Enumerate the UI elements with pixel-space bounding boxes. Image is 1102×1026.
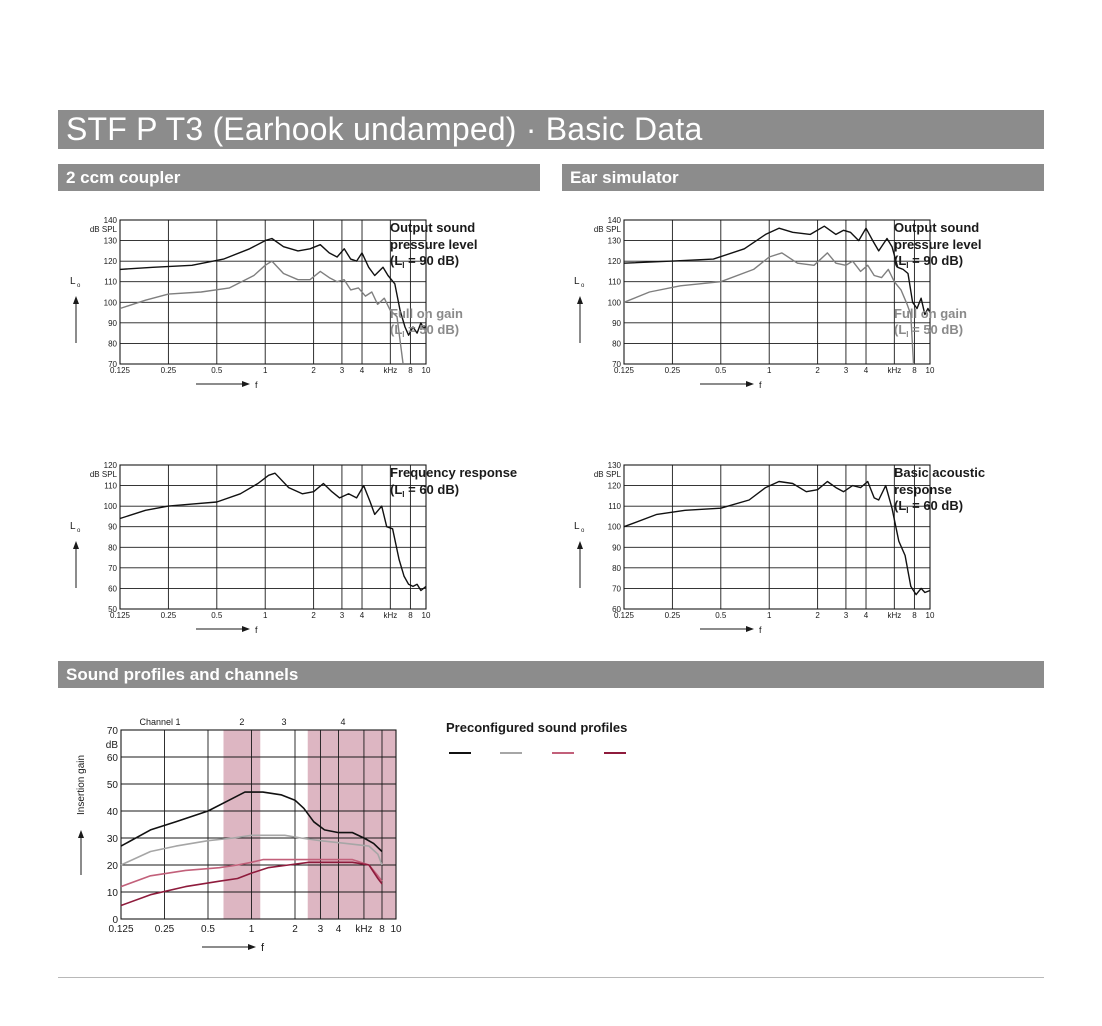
legend-gain-cond-right (894, 322, 981, 341)
legend-output-line1-right: Output sound (894, 220, 980, 235)
legend-gain-cond-text: (L (390, 322, 403, 337)
x-axis-label: f (759, 380, 762, 390)
legend-earsim-basic (894, 465, 985, 517)
x-tick-label: 10 (390, 924, 402, 935)
y-tick-label: 130 (607, 236, 621, 246)
x-tick-label: 2 (311, 611, 316, 620)
x-tick-label: kHz (887, 611, 902, 620)
section-header-profiles (58, 661, 1044, 688)
legend-output-cond (390, 253, 477, 272)
y-axis-symbol: L (70, 521, 76, 532)
legend-output-line2: pressure level (390, 236, 478, 252)
x-tick-label: 10 (925, 366, 935, 375)
y-unit-label: dB SPL (593, 225, 621, 234)
legend-basic-cond-end: = 60 dB) (908, 498, 964, 513)
y-unit-label: dB (105, 740, 118, 751)
y-axis-title: Insertion gain (76, 754, 87, 815)
y-tick-label: 80 (108, 339, 117, 349)
x-tick-label: 4 (359, 366, 365, 375)
x-axis-arrowhead (248, 944, 256, 950)
y-tick-label: 130 (103, 236, 117, 246)
legend-basic-cond-sub: I (906, 506, 909, 515)
y-tick-label: 50 (108, 605, 117, 614)
x-tick-label: 0.125 (108, 924, 134, 935)
legend-basic-line1: Basic acoustic (894, 465, 986, 480)
y-tick-label: 70 (108, 563, 117, 573)
x-tick-label: 3 (843, 366, 849, 375)
series-line-1 (624, 482, 930, 595)
channel-label-1: Channel 1 (139, 717, 181, 727)
y-tick-label: 20 (106, 861, 118, 872)
x-tick-label: 0.5 (211, 366, 223, 375)
x-tick-label: 10 (421, 366, 431, 375)
x-tick-label: 4 (359, 611, 365, 620)
x-tick-label: 0.5 (715, 611, 727, 620)
y-tick-label: 110 (104, 481, 117, 491)
x-tick-label: kHz (355, 924, 373, 935)
y-tick-label: 70 (108, 360, 117, 369)
y-axis-symbol: L (574, 276, 580, 287)
legend-output-line2-right: pressure level (894, 236, 982, 252)
x-tick-label: 3 (317, 924, 324, 935)
y-tick-label: 0 (112, 915, 118, 926)
y-tick-label: 130 (607, 461, 621, 470)
y-tick-label: 140 (103, 216, 117, 225)
y-tick-label: 90 (612, 318, 621, 328)
legend-freq-cond-end: = 60 dB) (404, 481, 460, 497)
x-tick-label: 0.25 (664, 611, 681, 620)
x-axis-label: f (255, 625, 258, 635)
legend-output-cond-end: = 90 dB) (404, 253, 460, 268)
x-tick-label: 2 (815, 366, 820, 375)
legend-output-cond-sub-right: I (906, 261, 909, 270)
chart-coupler-frequency (60, 455, 431, 645)
x-tick-label: kHz (887, 366, 902, 375)
legend-output-cond-sub: I (402, 261, 405, 270)
legend-gain-line1-right: Full on gain (894, 305, 967, 321)
series-line-2 (120, 261, 403, 364)
y-tick-label: 30 (106, 834, 118, 845)
x-tick-label: 1 (248, 924, 255, 935)
x-axis-label: f (261, 942, 265, 954)
y-tick-label: 90 (108, 318, 117, 328)
plot-frame (120, 465, 426, 609)
y-axis-arrowhead (78, 830, 84, 838)
legend-coupler-output (390, 220, 477, 341)
x-tick-label: 0.25 (154, 924, 175, 935)
legend-output-line1: Output sound (390, 220, 476, 235)
legend-earsim-output (894, 220, 981, 341)
plot-frame (624, 465, 930, 609)
channel-label-4: 4 (340, 717, 346, 727)
y-axis-arrowhead (577, 541, 583, 549)
x-tick-label: kHz (383, 611, 398, 620)
y-tick-label: 50 (106, 780, 118, 791)
y-tick-label: 80 (612, 339, 621, 349)
x-tick-label: 0.125 (109, 366, 131, 375)
y-tick-label: 70 (612, 360, 621, 369)
channel-band-4 (308, 730, 396, 919)
profiles-legend-swatches (446, 745, 636, 761)
y-axis-arrowhead (577, 296, 583, 304)
x-tick-label: 4 (863, 611, 869, 620)
y-tick-label: 100 (103, 298, 117, 308)
x-tick-label: 3 (339, 611, 345, 620)
y-tick-label: 70 (612, 584, 621, 594)
y-tick-label: 110 (104, 277, 117, 287)
legend-output-cond-text-right: (L (894, 253, 907, 268)
y-axis-symbol-sub: o (77, 528, 81, 534)
section-title-profiles: Sound profiles and channels (66, 665, 299, 684)
series-line-1 (120, 239, 426, 336)
x-tick-label: 8 (912, 611, 917, 620)
x-tick-label: kHz (383, 366, 398, 375)
x-tick-label: 0.5 (211, 611, 223, 620)
legend-gain-cond-end-right: = 50 dB) (908, 322, 964, 337)
x-tick-label: 3 (339, 366, 345, 375)
y-tick-label: 80 (108, 543, 117, 553)
channel-band-2 (223, 730, 260, 919)
x-tick-label: 8 (912, 366, 917, 375)
x-axis-arrowhead (242, 626, 250, 632)
y-tick-label: 100 (607, 298, 621, 308)
legend-gain-cond-sub-right: I (906, 330, 909, 339)
x-axis-label: f (255, 380, 258, 390)
x-tick-label: 1 (262, 611, 268, 620)
legend-basic-cond-text: (L (894, 498, 907, 513)
x-axis-label: f (759, 625, 762, 635)
series-line-1 (120, 473, 426, 590)
document-title: STF P T3 (Earhook undamped) · Basic Data (66, 111, 703, 147)
legend-freq-cond-text: (L (390, 481, 403, 497)
x-tick-label: 0.125 (613, 611, 635, 620)
x-tick-label: 4 (863, 366, 869, 375)
x-tick-label: 0.25 (160, 611, 177, 620)
legend-gain-cond-text-right: (L (894, 322, 907, 337)
legend-gain-line1: Full on gain (390, 305, 463, 321)
y-tick-label: 120 (607, 257, 621, 267)
y-tick-label: 60 (108, 584, 117, 594)
x-axis-arrowhead (746, 626, 754, 632)
legend-output-cond-end-right: = 90 dB) (908, 253, 964, 268)
y-tick-label: 120 (607, 481, 621, 491)
x-axis-arrowhead (242, 381, 250, 387)
y-unit-label: dB SPL (593, 470, 621, 479)
x-axis-arrowhead (746, 381, 754, 387)
legend-basic-cond (894, 498, 985, 517)
profiles-legend-heading: Preconfigured sound profiles (446, 720, 628, 735)
y-axis-symbol-sub: o (581, 283, 585, 289)
legend-basic-line2: response (894, 481, 952, 497)
x-tick-label: 0.5 (201, 924, 215, 935)
y-tick-label: 60 (612, 605, 621, 614)
x-tick-label: 0.5 (715, 366, 727, 375)
section-header-ear-simulator (562, 164, 1044, 191)
section-header-coupler (58, 164, 540, 191)
y-axis-symbol-sub: o (77, 283, 81, 289)
x-tick-label: 8 (408, 611, 413, 620)
y-tick-label: 10 (106, 888, 118, 899)
legend-output-cond-right (894, 253, 981, 272)
y-tick-label: 120 (103, 257, 117, 267)
y-tick-label: 100 (103, 502, 117, 512)
y-tick-label: 90 (612, 543, 621, 553)
y-axis-arrowhead (73, 296, 79, 304)
x-tick-label: 10 (925, 611, 935, 620)
chart-insertion-gain (60, 710, 420, 960)
x-tick-label: 2 (292, 924, 298, 935)
document-title-banner (58, 110, 1044, 149)
y-axis-arrowhead (73, 541, 79, 549)
x-tick-label: 4 (335, 924, 342, 935)
y-tick-label: 60 (106, 753, 118, 764)
section-title-coupler: 2 ccm coupler (66, 168, 181, 187)
x-tick-label: 0.25 (664, 366, 681, 375)
y-unit-label: dB SPL (89, 470, 117, 479)
legend-gain-cond (390, 322, 477, 341)
legend-freq-line1: Frequency response (390, 465, 518, 480)
y-axis-symbol-sub: o (581, 528, 585, 534)
x-tick-label: 0.125 (613, 366, 635, 375)
y-tick-label: 100 (607, 522, 621, 532)
y-tick-label: 110 (608, 502, 621, 512)
y-tick-label: 110 (608, 277, 621, 287)
y-tick-label: 70 (106, 726, 118, 737)
x-tick-label: 3 (843, 611, 849, 620)
y-axis-symbol: L (70, 276, 76, 287)
series-line-1 (624, 226, 930, 314)
x-tick-label: 8 (379, 924, 385, 935)
channel-label-2: 2 (239, 717, 245, 727)
x-tick-label: 0.25 (160, 366, 177, 375)
x-tick-label: 1 (766, 366, 772, 375)
legend-freq-cond (390, 482, 517, 501)
x-tick-label: 1 (262, 366, 268, 375)
legend-gain-cond-sub: I (402, 330, 405, 339)
y-tick-label: 40 (106, 807, 118, 818)
x-tick-label: 0.125 (109, 611, 131, 620)
legend-freq-cond-sub: I (402, 489, 405, 499)
y-unit-label: dB SPL (89, 225, 117, 234)
plot-frame (120, 220, 426, 364)
channel-label-3: 3 (281, 717, 287, 727)
legend-output-cond-text: (L (390, 253, 403, 268)
legend-coupler-frequency (390, 465, 517, 500)
y-tick-label: 80 (612, 563, 621, 573)
y-tick-label: 90 (108, 522, 117, 532)
y-tick-label: 120 (103, 461, 117, 470)
footer-divider (58, 977, 1044, 978)
x-tick-label: 10 (421, 611, 431, 620)
y-tick-label: 140 (607, 216, 621, 225)
series-line-2 (624, 253, 914, 364)
y-axis-symbol: L (574, 521, 580, 532)
legend-gain-cond-end: = 50 dB) (404, 322, 460, 337)
x-tick-label: 1 (766, 611, 772, 620)
section-title-ear-simulator: Ear simulator (570, 168, 679, 187)
x-tick-label: 2 (311, 366, 316, 375)
x-tick-label: 8 (408, 366, 413, 375)
x-tick-label: 2 (815, 611, 820, 620)
